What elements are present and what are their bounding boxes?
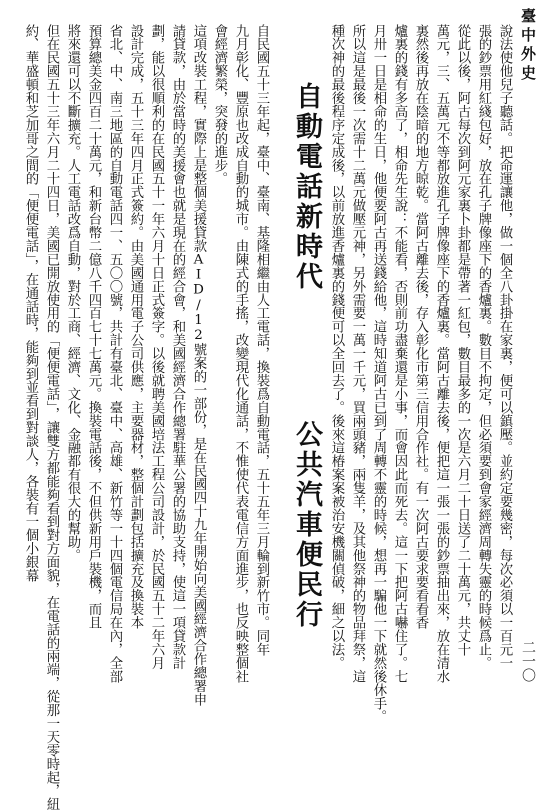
text-line: 說法使他兒子聽話。把命運讓他，做一個全八卦掛在家裏，便可以鎮壓。並約定要幾密，每次必須以一百元一 [497, 24, 512, 670]
text-line: 九月彰化、豐原也改成自動的城市。由陳式的手搖，改變現代化通話，不惟使代表電信方面進步，也反映整個社 [233, 24, 248, 684]
text-line: 裏然後再放在陰暗的地方晾乾。當阿古離去後，存入彰化市第三信用合作社。有一次阿古要求要看看香 [413, 24, 428, 630]
text-line: 種次神的最後程序定成後，以前放進香爐裏的錢便可以全回去了。後來這椿案案被治安機關偵破，細之以法。 [329, 24, 344, 670]
text-line: 萬元，三、五萬元不等都放進孔子牌像座下的香爐裏。當阿古離去後，便把這一張一張的鈔票抽出來，放在清水 [434, 24, 449, 684]
section-title: 自動電話新時代 [291, 82, 322, 292]
text-line: 會經濟繁榮，突發的進步。 [212, 24, 227, 186]
text-line: 月卅一日是相命的生日，他便要阿古再送錢給他，這時知道阿古已到了周轉不靈的時候，想再一騙他一下就然後休手。 [371, 24, 386, 724]
text-line: 從此以後，阿古每次到阿元家裏卜卦都是帶著一紅包，數目最多的一次是六月二十日送了二十萬元，共丈十 [455, 24, 470, 657]
text-line: 劃，能以很順利的在民國五十一年六月十日正式簽字。以後就聘美國培法工程公司設計，於民國五十二年六月 [149, 24, 164, 670]
text-line: 將來還可以不斷擴充。人工電話改爲自動，對於工商、經濟、文化、金融都有很大的幫助。 [65, 24, 80, 562]
text-line: 省北、中、南三地區的自動電話四一、五〇〇號，共計有臺北、臺中、高雄、新竹等一十四個電信局在內，全部 [107, 24, 122, 684]
text-line: 約、華盛頓和芝加哥之間的「便便電話」，在通話時，能夠到並看到對談人，各裝有一個小銀幕 [23, 24, 38, 583]
running-header: 臺中外史 [519, 8, 537, 84]
text-line: 請貸款，由於當時的美援會也就是現在的經合會，和美國經濟合作總署駐華公署的協助支持，使這一項貸款計 [170, 24, 185, 670]
text-line: 預算總美金四百二十萬元，和新台幣二億八千四百七十七萬元。換裝電話後，不但供新用戶裝機，而且 [86, 24, 101, 630]
text-line: 爐裏的錢有多高了，相命先生說：不能看，否則前功盡棄還是小事，而會因此而死去。這一下把阿古嚇住了。七 [392, 24, 407, 684]
text-line: 自民國五十三年起，臺中、臺南、基隆相繼由人工電話，換裝爲自動電話，五十五年三月輪到新竹市。同年 [254, 24, 269, 657]
text-line: 這項改裝工程，實際上是整個美援貸款AID/12號案的一部份，是在民國四十九年開始向美國經濟合作總署申 [191, 24, 206, 707]
section-subtitle: 公共汽車便民行 [291, 420, 322, 630]
text-line: 張的鈔票用紅綫包好，放在孔子牌像座下的香爐裏。數目不拘定，但必須要到會家經濟周轉失靈的時候爲止。 [476, 24, 491, 670]
text-line: 所以這是最後一次需十二萬元做壓元神，另外需要一萬一千元，買兩頭豬，兩隻羊，及其他祭神的物品拜祭，這 [350, 24, 365, 684]
text-line: 但在民國五十三年六月二十四日，美國已開放使用的「便便電話」，讓雙方都能夠看到對方面貌，在電話的兩端，從那一天零時起，紐 [44, 24, 59, 811]
page-number: 二一〇 [520, 640, 536, 682]
text-line: 設計完成，五十三年四月正式簽約。由美國通用電子公司供應，主要器材，整個計劃包括擴充及換裝本 [128, 24, 143, 630]
